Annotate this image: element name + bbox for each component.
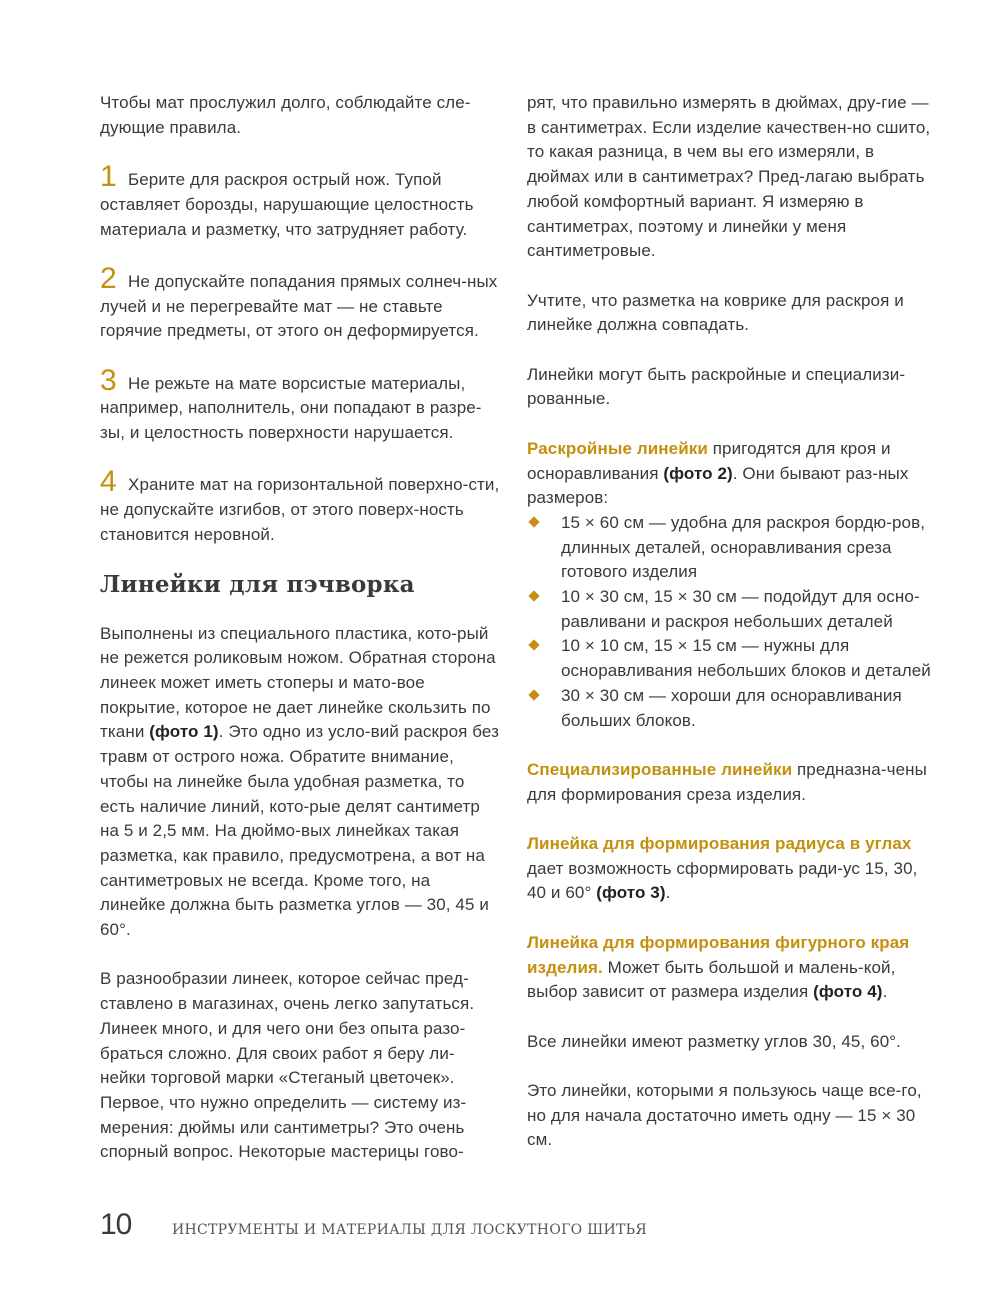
list-item-text: 10 × 30 см, 15 × 30 см — подойдут для осно-равливани и раскроя небольших деталей [561,587,920,631]
rule-text: Храните мат на горизонтальной поверхно-сти, не допускайте изгибов, от этого поверх-ность становится неровной. [100,475,500,544]
paragraph-text: . [882,982,888,1002]
photo-ref: (фото 1) [149,722,219,742]
paragraph-text: . [665,883,671,903]
section-heading: Линейки для пэчворка [100,570,415,598]
page-number: 10 [100,1208,132,1241]
photo-ref: (фото 3) [596,883,666,903]
paragraph-text: . Они бывают раз-ных размеров: [527,463,909,508]
specialized-rulers-paragraph [527,758,937,807]
diamond-bullet-icon [528,590,539,601]
paragraph-text: . Это одно из усло-вий раскроя без травм от острого ножа. Обратите внимание, чтобы на линейке была удобная разметка, то есть наличие линий, кото-рые делят сантиметр на 5 и 2,5 мм. На дюймо-вых линейках такая разметка, как правило, предусмотрена, а вот на сантиметровых не всегда. Кроме того, на линейке должна быть разметка углов — 30, 45 и 60°. [100,722,499,940]
rule-number: 2 [100,261,117,295]
rule-number: 3 [100,363,117,397]
specialized-rulers-term: Специализированные линейки [527,759,793,779]
diamond-bullet-icon [528,640,539,651]
materials-paragraph [100,622,500,943]
cutting-rulers-paragraph [527,437,937,511]
list-item-text: 15 × 60 см — удобна для раскроя бордю-ров, длинных деталей, осноравливания среза готового изделия [561,512,926,582]
angles-paragraph: Все линейки имеют разметку углов 30, 45, 60°. [527,1031,901,1051]
intro-paragraph: Чтобы мат прослужил долго, соблюдайте сле-дующие правила. [100,93,471,137]
diamond-bullet-icon [528,689,539,700]
shaped-ruler-term: Линейка для формирования фигурного края изделия. [527,932,910,977]
rule-text: Берите для раскроя острый нож. Тупой оставляет борозды, нарушающие целостность материала и разметку, что затрудняет работу. [100,170,474,239]
list-item [527,511,937,585]
photo-ref: (фото 2) [663,463,733,483]
rule-number: 4 [100,465,117,499]
rule-text: Не режьте на мате ворсистые материалы, например, наполнитель, они попадают в разре-зы, и целостность поверхности нарушается. [100,373,482,443]
markup-paragraph: Учтите, что разметка на коврике для раскроя и линейке должна совпадать. [527,290,904,335]
photo-ref: (фото 4) [813,982,883,1002]
left-column [100,91,500,1165]
page-footer [100,1208,647,1242]
radius-ruler-paragraph [527,832,937,906]
closing-paragraph: Это линейки, которыми я пользуюсь чаще все-го, но для начала достаточно иметь одну — 15 × 30 см. [527,1081,922,1150]
radius-ruler-term: Линейка для формирования радиуса в углах [527,834,912,854]
paragraph-text: предназна-чены для формирования среза изделия. [527,759,927,804]
right-column [527,91,937,1153]
diamond-bullet-icon [528,516,539,527]
rule-text: Не допускайте попадания прямых солнеч-ных лучей и не перегревайте мат — не ставьте горячие предметы, от этого он деформируется. [100,271,498,341]
rule-item-4 [100,465,500,547]
paragraph-text: Выполнены из специального пластика, кото-рый не режется роликовым ножом. Обратная сторона линеек может иметь стоперы и мато-вое покрытие, которое не дает линейке скользить по ткани [100,623,496,742]
cutting-rulers-term: Раскройные линейки [527,438,708,458]
shaped-ruler-paragraph [527,931,937,1005]
paragraph-text: Может быть большой и малень-кой, выбор зависит от размера изделия [527,957,896,1002]
paragraph-text: дает возможность сформировать ради-ус 15, 30, 40 и 60° [527,858,918,903]
rule-item-3 [100,363,500,446]
list-item-text: 10 × 10 см, 15 × 15 см — нужны для осноравливания небольших блоков и деталей [561,636,931,681]
variety-paragraph: В разнообразии линеек, которое сейчас пред-ставлено в магазинах, очень легко запутаться. Линеек много, и для чего они без опыта разо-браться сложно. Для своих работ я беру ли-нейки торговой марки «Стеганый цветочек». Первое, что нужно определить — систему из-мерения: дюймы или сантиметры? Это очень спорный вопрос. Некоторые мастерицы гово- [100,969,475,1162]
rule-number: 1 [100,160,117,194]
rule-item-1 [100,160,500,242]
rule-item-2 [100,261,500,344]
list-item [527,585,937,634]
types-paragraph: Линейки могут быть раскройные и специализи-рованные. [527,364,906,409]
continued-paragraph: рят, что правильно измерять в дюймах, дру-гие — в сантиметрах. Если изделие качествен-но сшито, то какая разница, в чем вы его измеряли, в дюймах или в сантиметрах? Пред-лагаю выбрать любой комфортный вариант. Я измеряю в сантиметрах, поэтому и линейки у меня сантиметровые. [527,93,931,261]
list-item [527,684,937,733]
list-item-text: 30 × 30 см — хороши для осноравливания больших блоков. [561,685,902,730]
paragraph-text: пригодятся для кроя и осноравливания [527,438,891,483]
running-head: ИНСТРУМЕНТЫ И МАТЕРИАЛЫ ДЛЯ ЛОСКУТНОГО ШИТЬЯ [172,1222,647,1238]
list-item [527,634,937,683]
sizes-list [527,511,937,733]
